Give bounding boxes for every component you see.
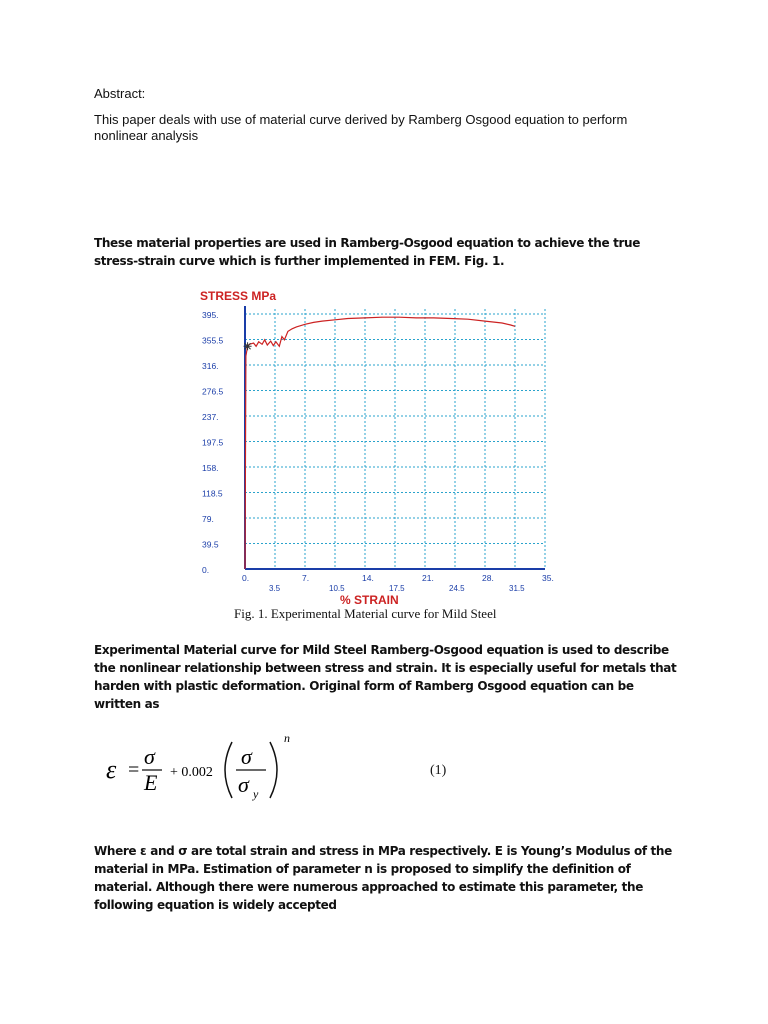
y-tick-label: 0. [202,565,210,575]
equation-left-paren [225,742,232,798]
equation-frac2-numerator: σ [241,744,252,769]
y-tick-label: 276.5 [202,386,224,397]
y-tick-label: 395. [202,310,219,320]
abstract-heading: Abstract: [94,86,146,101]
equation-equals: = [128,759,140,781]
equation-exponent-n: n [284,731,290,745]
paragraph-ramberg-osgood: Experimental Material curve for Mild Steel Ramberg-Osgood equation is used to describe the nonlinear relationship between stress and strain. It is especially useful for metals that harden with plastic deformation. Original form of Ramberg Osgood equation can be written as [94,643,677,711]
x-tick-label: 28. [482,573,494,583]
equation-frac1-numerator: σ [144,744,155,769]
chart-svg [190,284,554,626]
x-tick-label: 3.5 [269,584,281,593]
equation-frac1-denominator: E [144,770,158,795]
chart-title: STRESS MPa [200,289,277,303]
x-tick-label: 24.5 [449,584,465,593]
chart-ticks [202,310,554,593]
equation-right-paren [270,742,277,798]
equation-svg [100,730,460,810]
abstract-body: This paper deals with use of material curve derived by Ramberg Osgood equation to perform nonlinear analysis [94,112,628,143]
y-tick-label: 118.5 [202,488,223,499]
x-tick-label: 7. [302,573,310,583]
x-tick-label: 14. [362,573,374,583]
x-tick-label: 0. [242,573,250,583]
equation-frac2-denominator: σ [238,772,249,797]
y-tick-label: 316. [202,361,219,371]
chart-xlabel: % STRAIN [340,593,399,607]
paragraph-where-strain-stress: Where ε and σ are total strain and stress in MPa respectively. E is Young’s Modulus of the material in MPa. Estimation of parameter n is proposed to simplify the definition of material. Although there were numerous approached to estimate this parameter, the following equation is widely accepted [94,844,672,912]
paragraph-material-properties: These material properties are used in Ramberg-Osgood equation to achieve the true stress-strain curve which is further implemented in FEM. Fig. 1. [94,236,641,268]
chart-series [244,317,515,569]
equation-number: (1) [430,763,447,778]
y-tick-label: 237. [202,412,219,422]
y-tick-label: 355.5 [202,335,224,346]
equation-subscript-y: y [253,787,259,801]
ramberg-osgood-equation [100,730,460,810]
x-tick-label: 10.5 [329,584,345,593]
y-tick-label: 197.5 [202,437,224,448]
y-tick-label: 158. [202,463,219,473]
stress-strain-chart [190,284,554,626]
series-line [245,317,515,569]
figure-caption: Fig. 1. Experimental Material curve for Mild Steel [234,606,497,621]
x-tick-label: 21. [422,573,434,583]
x-tick-label: 35. [542,573,554,583]
x-tick-label: 31.5 [509,584,525,593]
equation-strain-symbol: ε [106,755,117,784]
chart-grid [245,306,545,569]
yield-point-marker [244,342,252,350]
y-tick-label: 39.5 [202,539,219,550]
x-tick-label: 17.5 [389,584,405,593]
equation-plus-term: + 0.002 [170,765,213,780]
y-tick-label: 79. [202,514,214,524]
